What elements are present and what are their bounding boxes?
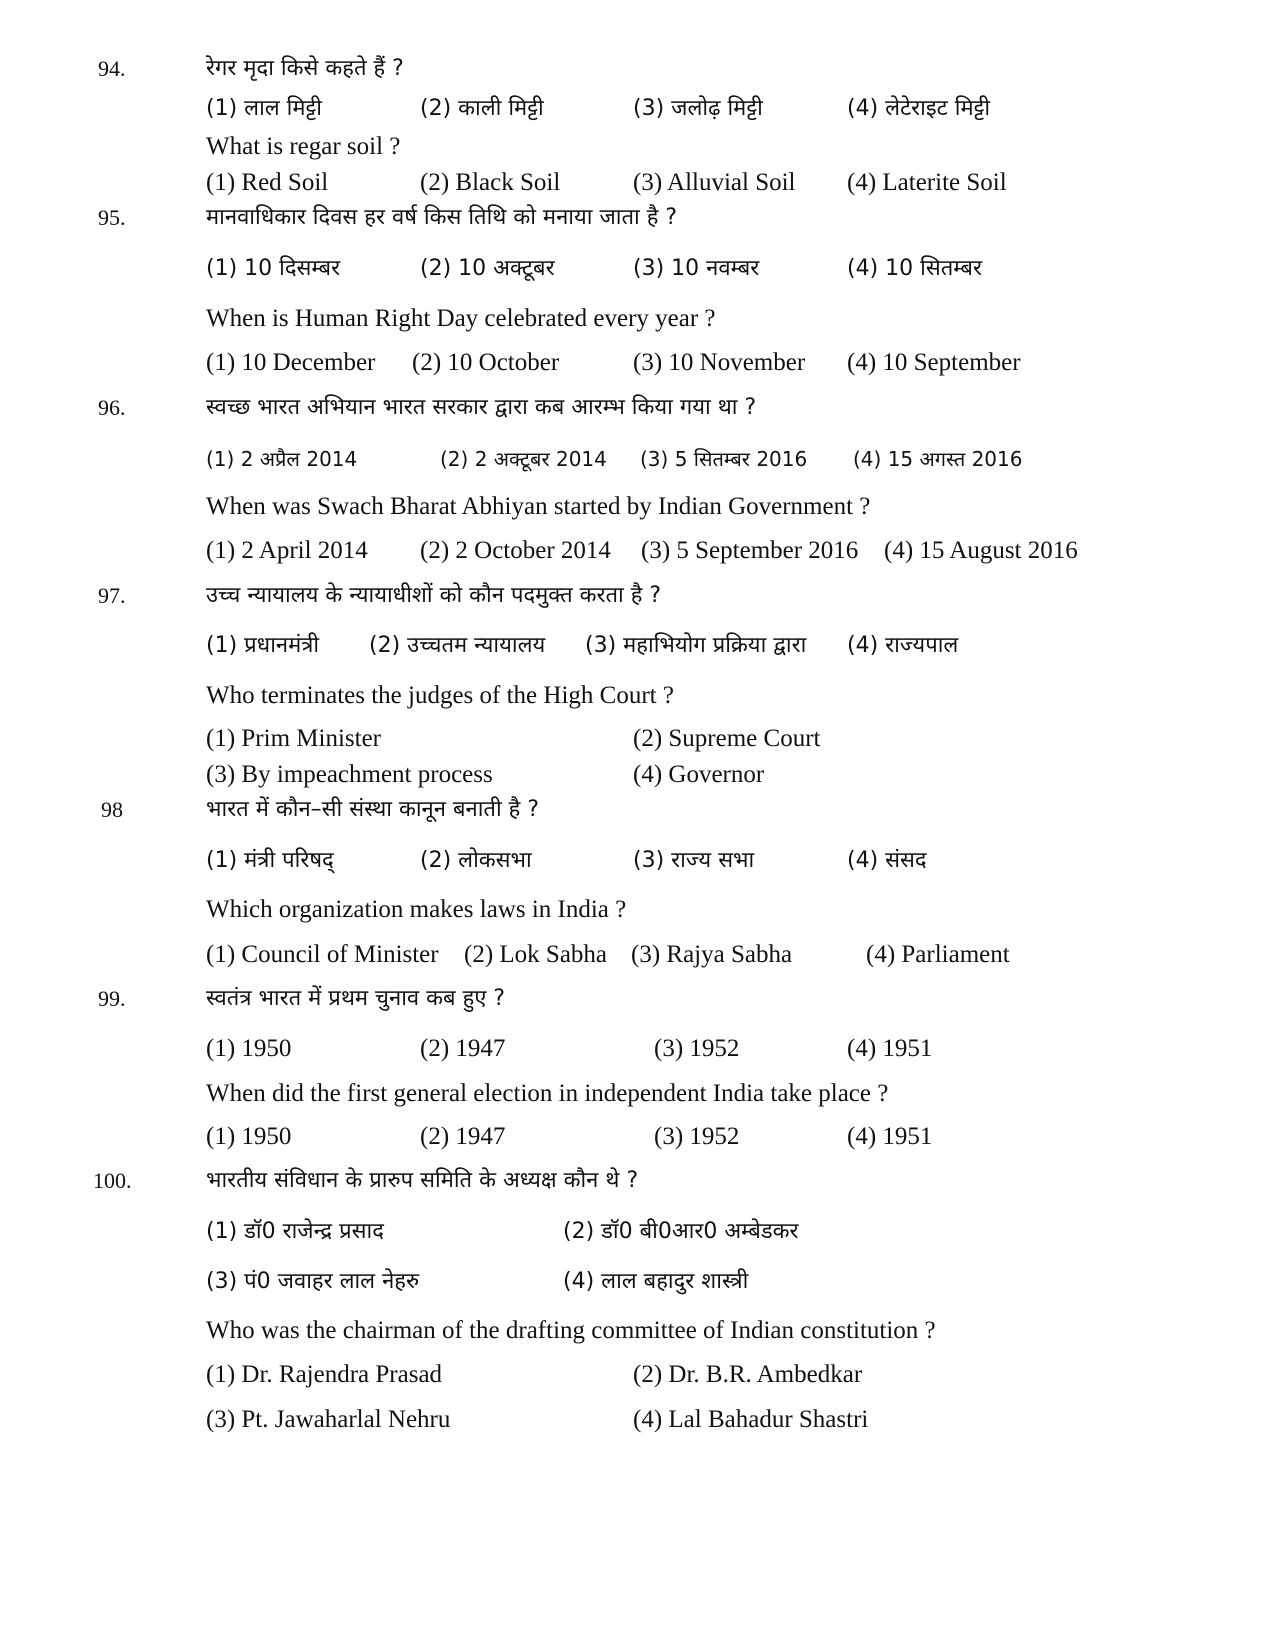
question-number: 100. bbox=[93, 1168, 132, 1193]
option-hindi: (2) उच्चतम न्यायालय bbox=[369, 633, 546, 658]
option-english: (2) Lok Sabha bbox=[464, 941, 608, 968]
option-english: (1) Council of Minister bbox=[206, 941, 439, 968]
question-hindi: भारत में कौन–सी संस्था कानून बनाती है ? bbox=[206, 797, 540, 822]
option-hindi: (1) 2 अप्रैल 2014 bbox=[206, 447, 358, 471]
option-hindi: (2) 10 अक्टूबर bbox=[420, 256, 555, 281]
option-hindi: (2) काली मिट्टी bbox=[420, 96, 544, 121]
option-english: (1) 1950 bbox=[206, 1035, 292, 1062]
question-english: Who was the chairman of the drafting committee of Indian constitution ? bbox=[206, 1317, 936, 1344]
option-hindi: (4) राज्यपाल bbox=[847, 633, 959, 658]
question-hindi: उच्च न्यायालय के न्यायाधीशों को कौन पदमुक्त करता है ? bbox=[206, 583, 662, 608]
option-english: (4) Laterite Soil bbox=[847, 169, 1007, 196]
question-number: 96. bbox=[98, 395, 126, 420]
option-english: (2) 1947 bbox=[420, 1123, 506, 1150]
question-hindi: रेगर मृदा किसे कहते हैं ? bbox=[206, 56, 404, 81]
option-hindi: (1) डॉ0 राजेन्द्र प्रसाद bbox=[206, 1219, 384, 1244]
option-hindi: (1) प्रधानमंत्री bbox=[206, 633, 320, 658]
option-english: (2) Dr. B.R. Ambedkar bbox=[633, 1361, 863, 1388]
option-hindi: (3) पं0 जवाहर लाल नेहरु bbox=[206, 1269, 420, 1294]
option-hindi: (4) 10 सितम्बर bbox=[847, 256, 982, 281]
option-english: (2) 1947 bbox=[420, 1035, 506, 1062]
question-number: 98 bbox=[101, 797, 123, 822]
option-english: (3) By impeachment process bbox=[206, 761, 493, 788]
question-english: Which organization makes laws in India ? bbox=[206, 896, 627, 923]
question-english: Who terminates the judges of the High Court ? bbox=[206, 682, 674, 709]
option-english: (3) Alluvial Soil bbox=[633, 169, 796, 196]
option-hindi: (3) महाभियोग प्रक्रिया द्वारा bbox=[585, 633, 807, 658]
question-english: When did the first general election in independent India take place ? bbox=[206, 1080, 889, 1107]
question-english: What is regar soil ? bbox=[206, 133, 401, 160]
option-hindi: (4) संसद bbox=[847, 848, 927, 873]
option-hindi: (1) 10 दिसम्बर bbox=[206, 256, 341, 281]
question-english: When was Swach Bharat Abhiyan started by Indian Government ? bbox=[206, 493, 871, 520]
option-hindi: (3) 10 नवम्बर bbox=[633, 256, 760, 281]
question-number: 99. bbox=[98, 986, 126, 1011]
option-english: (3) 1952 bbox=[654, 1035, 740, 1062]
option-english: (2) 10 October bbox=[412, 349, 560, 376]
option-english: (4) 1951 bbox=[847, 1123, 933, 1150]
option-english: (1) 2 April 2014 bbox=[206, 537, 368, 564]
option-english: (2) Black Soil bbox=[420, 169, 561, 196]
option-english: (3) Pt. Jawaharlal Nehru bbox=[206, 1406, 451, 1433]
question-number: 95. bbox=[98, 205, 126, 230]
option-hindi: (3) 5 सितम्बर 2016 bbox=[640, 447, 808, 471]
option-hindi: (2) 2 अक्टूबर 2014 bbox=[440, 447, 607, 471]
option-hindi: (4) 15 अगस्त 2016 bbox=[853, 447, 1023, 471]
option-english: (4) 15 August 2016 bbox=[884, 537, 1078, 564]
option-english: (3) 1952 bbox=[654, 1123, 740, 1150]
option-english: (1) 1950 bbox=[206, 1123, 292, 1150]
option-english: (1) Dr. Rajendra Prasad bbox=[206, 1361, 443, 1388]
question-hindi: मानवाधिकार दिवस हर वर्ष किस तिथि को मनाया जाता है ? bbox=[206, 205, 678, 230]
question-number: 97. bbox=[98, 583, 126, 608]
option-english: (4) 1951 bbox=[847, 1035, 933, 1062]
question-hindi: स्वतंत्र भारत में प्रथम चुनाव कब हुए ? bbox=[206, 986, 506, 1011]
option-hindi: (1) लाल मिट्टी bbox=[206, 96, 322, 121]
question-hindi: भारतीय संविधान के प्रारुप समिति के अध्यक्ष कौन थे ? bbox=[206, 1168, 639, 1193]
question-english: When is Human Right Day celebrated every year ? bbox=[206, 305, 716, 332]
option-english: (3) 10 November bbox=[633, 349, 806, 376]
option-hindi: (3) जलोढ़ मिट्टी bbox=[633, 96, 763, 121]
option-hindi: (4) लाल बहादुर शास्त्री bbox=[563, 1269, 749, 1294]
option-english: (4) Lal Bahadur Shastri bbox=[633, 1406, 869, 1433]
option-english: (2) 2 October 2014 bbox=[420, 537, 611, 564]
option-english: (1) 10 December bbox=[206, 349, 376, 376]
option-english: (3) Rajya Sabha bbox=[631, 941, 793, 968]
option-hindi: (3) राज्य सभा bbox=[633, 848, 755, 873]
option-english: (4) Parliament bbox=[866, 941, 1010, 968]
option-english: (4) 10 September bbox=[847, 349, 1021, 376]
option-english: (1) Prim Minister bbox=[206, 725, 381, 752]
option-hindi: (2) लोकसभा bbox=[420, 848, 532, 873]
option-hindi: (2) डॉ0 बी0आर0 अम्बेडकर bbox=[563, 1219, 799, 1244]
option-english: (1) Red Soil bbox=[206, 169, 329, 196]
option-english: (3) 5 September 2016 bbox=[641, 537, 859, 564]
option-english: (2) Supreme Court bbox=[633, 725, 821, 752]
question-number: 94. bbox=[98, 56, 126, 81]
option-english: (4) Governor bbox=[633, 761, 765, 788]
question-hindi: स्वच्छ भारत अभियान भारत सरकार द्वारा कब आरम्भ किया गया था ? bbox=[206, 395, 757, 420]
option-hindi: (4) लेटेराइट मिट्टी bbox=[847, 96, 991, 121]
option-hindi: (1) मंत्री परिषद् bbox=[206, 848, 334, 873]
